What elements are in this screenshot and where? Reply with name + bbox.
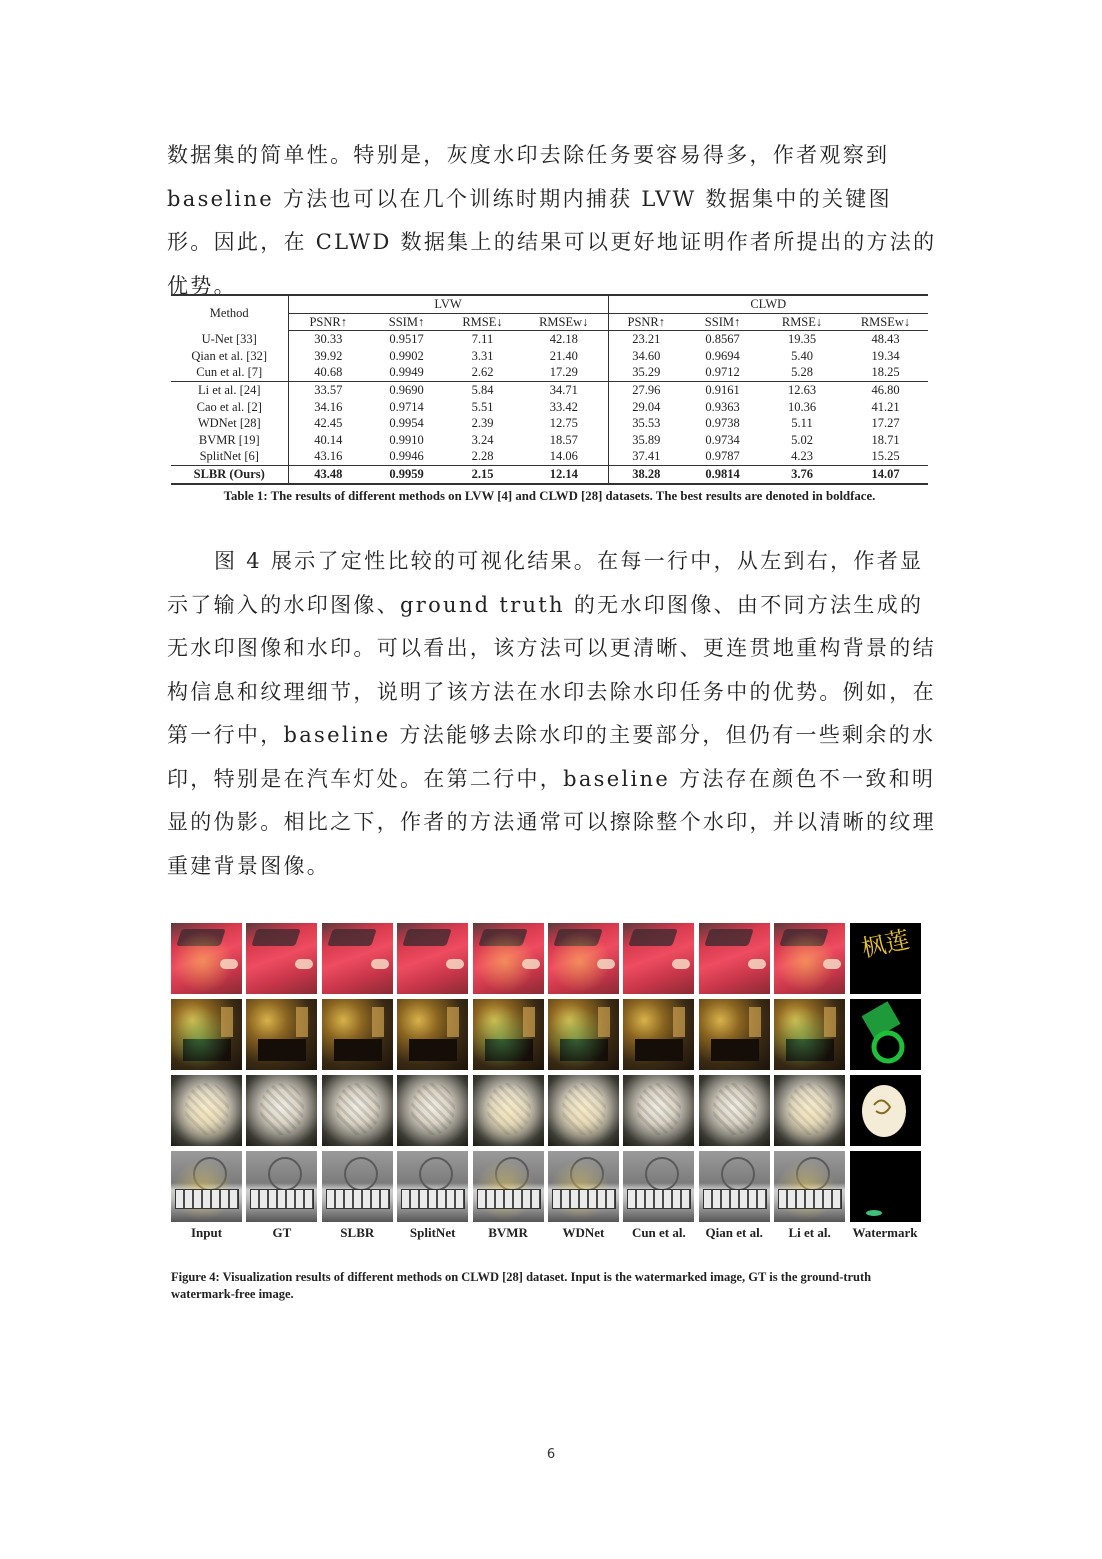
- method-header: Method: [171, 295, 288, 331]
- metric-value-cell: 0.9690: [368, 381, 445, 398]
- result-image-interior: [171, 999, 242, 1070]
- metric-value-cell: 0.8567: [705, 332, 740, 347]
- watermark-logo-graphic: [850, 1075, 921, 1146]
- metric-value-cell: 10.36: [787, 399, 817, 414]
- body-paragraph-2: [167, 540, 937, 888]
- result-image-bus: [623, 1151, 694, 1222]
- method-name-cell: Qian et al. [32]: [171, 348, 288, 365]
- figure-column-label: GT: [272, 1225, 292, 1240]
- result-image-owl: [322, 1075, 393, 1146]
- result-image-interior: [548, 999, 619, 1070]
- result-image-car: [699, 923, 770, 994]
- metric-value-cell: 41.21: [871, 399, 900, 414]
- metric-value-cell: 35.89: [632, 432, 661, 447]
- metric-value-cell: 33.42: [520, 399, 608, 416]
- figure-column-label: Li et al.: [788, 1225, 831, 1240]
- figure-column-label: Cun et al.: [631, 1225, 686, 1240]
- result-image-car: [246, 923, 317, 994]
- metric-value-cell: 48.43: [871, 332, 900, 347]
- metric-value-cell: 0.9949: [389, 365, 424, 380]
- metric-value-cell: 12.63: [761, 381, 843, 398]
- metric-value-cell: 12.14: [520, 465, 608, 483]
- result-image-owl: [548, 1075, 619, 1146]
- metric-value-cell: 5.02: [791, 432, 813, 447]
- result-image-car: [774, 923, 845, 994]
- result-image-car: [548, 923, 619, 994]
- metric-value-cell: 5.84: [445, 381, 520, 398]
- method-name-cell: SplitNet [6]: [171, 448, 288, 465]
- metric-value-cell: 3.24: [471, 432, 494, 447]
- result-image-interior: [774, 999, 845, 1070]
- metric-value-cell: 5.11: [791, 416, 813, 431]
- result-image-interior: [699, 999, 770, 1070]
- metric-value-cell: 23.21: [632, 332, 661, 347]
- metric-value-cell: 0.9712: [705, 365, 740, 380]
- result-image-interior: [322, 999, 393, 1070]
- watermark-logo-graphic: [850, 1151, 921, 1222]
- metric-value-cell: 4.23: [791, 449, 813, 464]
- metric-value-cell: 5.40: [791, 348, 813, 363]
- result-image-interior: [623, 999, 694, 1070]
- metric-value-cell: 29.04: [632, 399, 661, 414]
- figure-column-label: Input: [190, 1225, 223, 1240]
- table-row: [171, 415, 928, 432]
- result-image-owl: [246, 1075, 317, 1146]
- result-image-owl: [473, 1075, 544, 1146]
- metric-value-cell: 34.16: [314, 399, 343, 414]
- figure-column-label: BVMR: [488, 1225, 528, 1240]
- metric-value-cell: 38.28: [608, 465, 684, 483]
- method-name-cell: Cun et al. [7]: [171, 364, 288, 381]
- figure-column-label: Watermark: [852, 1225, 918, 1240]
- table-body: [171, 331, 928, 484]
- metric-value-cell: 17.29: [520, 364, 608, 381]
- metric-value-cell: 0.9734: [705, 432, 740, 447]
- metric-value-cell: 7.11: [471, 332, 494, 347]
- table-caption: Table 1: The results of different methods on LVW [4] and CLWD [28] datasets. The best results are denoted in boldface.: [223, 489, 876, 503]
- metric-value-cell: 35.53: [632, 416, 661, 431]
- metric-value-cell: 14.06: [520, 448, 608, 465]
- metric-value-cell: 34.60: [632, 348, 661, 363]
- metric-value-cell: 18.57: [520, 432, 608, 449]
- group-header-clwd: CLWD: [608, 295, 928, 313]
- metric-value-cell: 2.28: [471, 449, 494, 464]
- metric-header: RMSE↓: [761, 313, 843, 331]
- metric-value-cell: 27.96: [608, 381, 684, 398]
- watermark-logo-graphic: [850, 999, 921, 1070]
- metric-value-cell: 2.39: [471, 416, 494, 431]
- metric-value-cell: 14.07: [843, 465, 928, 483]
- metric-value-cell: 30.33: [314, 332, 343, 347]
- watermark-mask-owl: [850, 1075, 921, 1146]
- table-row: [171, 381, 928, 398]
- group-header-lvw: LVW: [288, 295, 608, 313]
- result-image-bus: [171, 1151, 242, 1222]
- metric-value-cell: 3.76: [761, 465, 843, 483]
- metric-value-cell: 43.16: [314, 449, 343, 464]
- result-image-interior: [397, 999, 468, 1070]
- metric-value-cell: 46.80: [843, 381, 928, 398]
- result-image-bus: [473, 1151, 544, 1222]
- metric-value-cell: 2.15: [445, 465, 520, 483]
- metric-value-cell: 0.9959: [368, 465, 445, 483]
- metric-value-cell: 0.9714: [389, 399, 424, 414]
- figure-image-grid: [171, 923, 921, 1222]
- figure-column-label: Qian et al.: [705, 1225, 763, 1240]
- result-image-bus: [699, 1151, 770, 1222]
- metric-value-cell: 34.71: [520, 381, 608, 398]
- table-row: [171, 364, 928, 381]
- metric-value-cell: 21.40: [520, 348, 608, 365]
- metric-value-cell: 42.18: [520, 331, 608, 348]
- result-image-car: [623, 923, 694, 994]
- result-image-bus: [774, 1151, 845, 1222]
- body-paragraph-2-text: 图 4 展示了定性比较的可视化结果。在每一行中，从左到右，作者显示了输入的水印图像、ground truth 的无水印图像、由不同方法生成的无水印图像和水印。可以看出，该方法可以更清晰、更连贯地重构背景的结构信息和纹理细节，说明了该方法在水印去除水印任务中的优势。例如，在第一行中，baseline 方法能够去除水印的主要部分，但仍有一些剩余的水印，特别是在汽车灯处。在第二行中，baseline 方法存在颜色不一致和明显的伪影。相比之下，作者的方法通常可以擦除整个水印，并以清晰的纹理重建背景图像。: [167, 549, 936, 878]
- metric-header: RMSEw↓: [520, 313, 608, 331]
- result-image-car: [322, 923, 393, 994]
- figure-column-labels: [171, 1225, 921, 1241]
- metric-value-cell: 18.71: [871, 432, 900, 447]
- figure-column-label: SLBR: [340, 1225, 375, 1240]
- metric-value-cell: 5.51: [471, 399, 494, 414]
- metric-value-cell: 19.34: [871, 348, 900, 363]
- metric-header: SSIM↑: [368, 313, 445, 331]
- table-row: [171, 348, 928, 365]
- table-row: [171, 432, 928, 449]
- metric-value-cell: 0.9787: [705, 449, 740, 464]
- metric-value-cell: 37.41: [632, 449, 661, 464]
- page-number: 6: [546, 1447, 556, 1462]
- figure-column-label: SplitNet: [409, 1225, 456, 1240]
- table-row: [171, 331, 928, 348]
- metric-value-cell: 0.9694: [705, 348, 740, 363]
- result-image-car: [473, 923, 544, 994]
- metric-value-cell: 18.25: [871, 365, 900, 380]
- metric-value-cell: 0.9902: [389, 348, 424, 363]
- method-name-cell: Li et al. [24]: [171, 381, 288, 398]
- metric-value-cell: 0.9517: [389, 332, 424, 347]
- results-table: [171, 294, 928, 485]
- metric-header: PSNR↑: [288, 313, 368, 331]
- result-image-bus: [548, 1151, 619, 1222]
- metric-header: RMSE↓: [445, 313, 520, 331]
- result-image-interior: [473, 999, 544, 1070]
- table-row: [171, 465, 928, 483]
- metric-value-cell: 0.9363: [705, 399, 740, 414]
- metric-value-cell: 12.75: [520, 415, 608, 432]
- metric-header: SSIM↑: [684, 313, 761, 331]
- table-row: [171, 399, 928, 416]
- method-name-cell: Cao et al. [2]: [171, 399, 288, 416]
- metric-header: RMSEw↓: [843, 313, 928, 331]
- watermark-mask-car: [850, 923, 921, 994]
- metric-value-cell: 40.14: [314, 432, 343, 447]
- metric-value-cell: 40.68: [314, 365, 343, 380]
- metric-value-cell: 39.92: [314, 348, 343, 363]
- metric-value-cell: 0.9946: [389, 449, 424, 464]
- watermark-logo-text: 枫莲: [858, 925, 912, 963]
- result-image-car: [171, 923, 242, 994]
- result-image-bus: [246, 1151, 317, 1222]
- result-image-bus: [322, 1151, 393, 1222]
- metric-value-cell: 17.27: [871, 416, 900, 431]
- results-table-container: [171, 294, 928, 485]
- method-name-cell: SLBR (Ours): [171, 465, 288, 483]
- figure-caption: Figure 4: Visualization results of different methods on CLWD [28] dataset. Input is the watermarked image, GT is the ground-truth watermark-free image.: [171, 1270, 872, 1301]
- result-image-interior: [246, 999, 317, 1070]
- method-name-cell: U-Net [33]: [171, 331, 288, 348]
- result-image-car: [397, 923, 468, 994]
- result-image-owl: [623, 1075, 694, 1146]
- metric-value-cell: 0.9814: [684, 465, 761, 483]
- method-name-cell: WDNet [28]: [171, 415, 288, 432]
- metric-value-cell: 2.62: [471, 365, 494, 380]
- metric-value-cell: 0.9954: [389, 416, 424, 431]
- metric-value-cell: 35.29: [632, 365, 661, 380]
- metric-value-cell: 42.45: [314, 416, 343, 431]
- metric-header: PSNR↑: [608, 313, 684, 331]
- metric-value-cell: 0.9738: [705, 416, 740, 431]
- figure-4: [171, 923, 921, 1241]
- watermark-mask-interior: [850, 999, 921, 1070]
- body-paragraph-1: 数据集的简单性。特别是，灰度水印去除任务要容易得多，作者观察到 baseline 方法也可以在几个训练时期内捕获 LVW 数据集中的关键图形。因此，在 CLWD 数据集上的结果可以更好地证明作者所提出的方法的优势。: [167, 143, 937, 298]
- figure-column-label: WDNet: [562, 1225, 605, 1240]
- metric-value-cell: 3.31: [471, 348, 494, 363]
- metric-value-cell: 43.48: [288, 465, 368, 483]
- result-image-bus: [397, 1151, 468, 1222]
- result-image-owl: [774, 1075, 845, 1146]
- result-image-owl: [171, 1075, 242, 1146]
- result-image-owl: [699, 1075, 770, 1146]
- method-name-cell: BVMR [19]: [171, 432, 288, 449]
- result-image-owl: [397, 1075, 468, 1146]
- table-row: [171, 448, 928, 465]
- metric-value-cell: 15.25: [871, 449, 900, 464]
- metric-value-cell: 0.9910: [389, 432, 424, 447]
- metric-value-cell: 33.57: [288, 381, 368, 398]
- metric-value-cell: 5.28: [791, 365, 813, 380]
- metric-value-cell: 19.35: [787, 332, 817, 347]
- watermark-mask-bus: [850, 1151, 921, 1222]
- metric-value-cell: 0.9161: [684, 381, 761, 398]
